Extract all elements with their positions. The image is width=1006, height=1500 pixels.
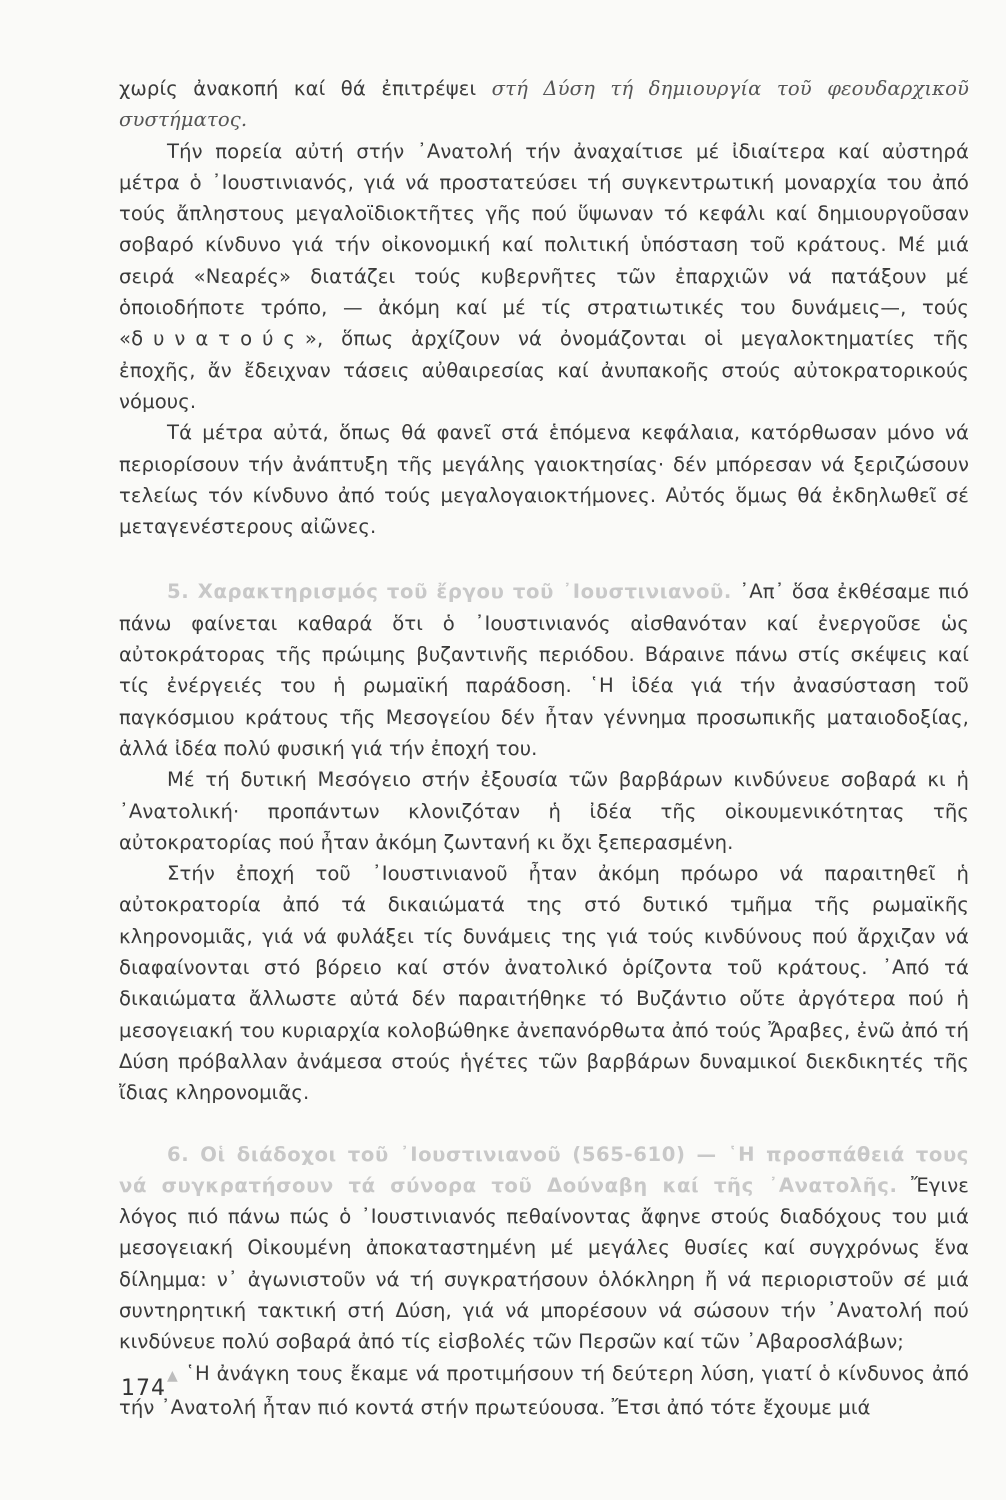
text-column <box>119 73 969 1423</box>
paragraph-justinian-era: Στήν ἐποχή τοῦ ᾿Ιουστινιανοῦ ἦταν ἀκόμη πρόωρο νά παραιτηθεῖ ἡ αὐτοκρατορία ἀπό τά δικαιώματά της στό δυτικό τμῆμα τῆς ρωμαϊκῆς κληρονομιᾶς, γιά νά φυλάξει τίς δυνάμεις της γιά τούς κινδύνους πού ἄρχιζαν νά διαφαίνονται στό βόρειο καί στόν ἀνατολικό ὁρίζοντα τοῦ κράτους. ᾿Από τά δικαιώματα ἄλλωστε αὐτά δέν παραιτήθηκε τό Βυζάντιο οὔτε ἀργότερα πού ἡ μεσογειακή του κυριαρχία κολοβώθηκε ἀνεπανόρθωτα ἀπό τούς Ἄραβες, ἐνῶ ἀπό τή Δύση πρόβαλλαν ἀνάμεσα στούς ἡγέτες τῶν βαρβάρων δυναμικοί διεκδικητές τῆς ἴδιας κληρονομιᾶς. <box>119 862 969 1105</box>
section-6-paragraph: 6. Οἱ διάδοχοι τοῦ ᾿Ιουστινιανοῦ (565-610) — ῾Η προσπάθειά τους νά συγκρατήσουν τά σύνορα τοῦ Δούναβη καί τῆς ᾿Ανατολῆς. Ἔγινε λόγος πιό πάνω πώς ὁ ᾿Ιουστινιανός πεθαίνοντας ἄφηνε στούς διαδόχους του μιά μεσογειακή Οἰκουμένη ἀποκαταστημένη μέ μεγάλες θυσίες καί συγχρόνως ἕνα δίλημμα: ν᾿ ἀγωνιστοῦν νά τή συγκρατήσουν ὁλόκληρη ἤ νά περιοριστοῦν σέ μιά συντηρητική τακτική στή Δύση, γιά νά μπορέσουν νά σώσουν τήν ᾿Ανατολή πού κινδύνευε πολύ σοβαρά ἀπό τίς εἰσβολές τῶν Περσῶν καί τῶν ᾿Αβαροσλάβων; <box>119 1142 969 1354</box>
section-5-paragraph: 5. Χαρακτηρισμός τοῦ ἔργου τοῦ ᾿Ιουστινιανοῦ. ᾿Απ᾿ ὅσα ἐκθέσαμε πιό πάνω φαίνεται καθαρά ὅτι ὁ ᾿Ιουστινιανός αἰσθανόταν καί ἐνεργοῦσε ὡς αὐτοκράτορας τῆς πρώιμης βυζαντινῆς περιόδου. Βάραινε πάνω στίς σκέψεις καί τίς ἐνέργειές του ἡ ρωμαϊκή παράδοση. ῾Η ἰδέα γιά τήν ἀνασύσταση τοῦ παγκόσμιου κράτους τῆς Μεσογείου δέν ἦταν γέννημα προσωπικῆς ματαιοδοξίας, ἀλλά ἰδέα πολύ φυσική γιά τήν ἐποχή του. <box>119 580 969 760</box>
paragraph-justinian-measures: Τήν πορεία αὐτή στήν ᾿Ανατολή τήν ἀναχαίτισε μέ ἰδιαίτερα καί αὐστηρά μέτρα ὁ ᾿Ιουστινιανός, γιά νά προστατεύσει τή συγκεντρωτική μοναρχία του ἀπό τούς ἄπληστους μεγαλοϊδιοκτῆτες γῆς πού ὕψωναν τό κεφάλι καί δημιουργοῦσαν σοβαρό κίνδυνο γιά τήν οἰκονομική καί πολιτική ὑπόσταση τοῦ κράτους. Μέ μιά σειρά «Νεαρές» διατάζει τούς κυβερνῆτες τῶν ἐπαρχιῶν νά πατάξουν μέ ὁποιοδήποτε τρόπο, — ἀκόμη καί μέ τίς στρατιωτικές του δυνάμεις—, τούς «δυνατούς», ὅπως ἀρχίζουν νά ὀνομάζονται οἱ μεγαλοκτηματίες τῆς ἐποχῆς, ἄν ἔδειχναν τάσεις αὐθαιρεσίας καί ἀνυπακοῆς στούς αὐτοκρατορικούς νόμους. <box>119 139 969 413</box>
paragraph-western-mediterranean: Μέ τή δυτική Μεσόγειο στήν ἐξουσία τῶν βαρβάρων κινδύνευε σοβαρά κι ἡ ᾿Ανατολική· προπάντων κλονιζόταν ἡ ἰδέα τῆς οἰκουμενικότητας τῆς αὐτοκρατορίας πού ἦταν ἀκόμη ζωντανή κι ὄχι ξεπερασμένη. <box>119 768 969 854</box>
spaced-term-dynatoi: δυνατούς <box>131 327 305 351</box>
paragraph-continuation: χωρίς ἀνακοπή καί θά ἐπιτρέψει στή Δύση τή δημιουργία τοῦ φεουδαρχικοῦ συστήματος. <box>119 77 969 132</box>
section-6-heading: 6. Οἱ διάδοχοι τοῦ ᾿Ιουστινιανοῦ (565-610) — ῾Η προσπάθειά τους νά συγκρατήσουν τά σύνορα τοῦ Δούναβη καί τῆς ᾿Ανατολῆς. <box>119 1142 969 1197</box>
page-number: 174 <box>121 1376 166 1401</box>
paragraph-measures-result: Τά μέτρα αὐτά, ὅπως θά φανεῖ στά ἑπόμενα κεφάλαια, κατόρθωσαν μόνο νά περιορίσουν τήν ἀνάπτυξη τῆς μεγάλης γαιοκτησίας· δέν μπόρεσαν νά ξεριζώσουν τελείως τόν κίνδυνο ἀπό τούς μεγαλογαιοκτήμονες. Αὐτός ὅμως θά ἐκδηλωθεῖ σέ μεταγενέστερους αἰῶνες. <box>119 421 969 539</box>
paragraph-second-solution: ▲ ῾Η ἀνάγκη τους ἔκαμε νά προτιμήσουν τή δεύτερη λύση, γιατί ὁ κίνδυνος ἀπό τήν ᾿Ανατολή ἦταν πιό κοντά στήν πρωτεύουσα. Ἔτσι ἀπό τότε ἔχουμε μιά <box>119 1361 969 1419</box>
section-5-heading: 5. Χαρακτηρισμός τοῦ ἔργου τοῦ ᾿Ιουστινιανοῦ. <box>167 580 732 604</box>
triangle-marker-icon: ▲ <box>167 1367 179 1384</box>
italic-phrase: στή Δύση τή δημιουργία τοῦ φεουδαρχικοῦ συστήματος. <box>119 77 969 132</box>
